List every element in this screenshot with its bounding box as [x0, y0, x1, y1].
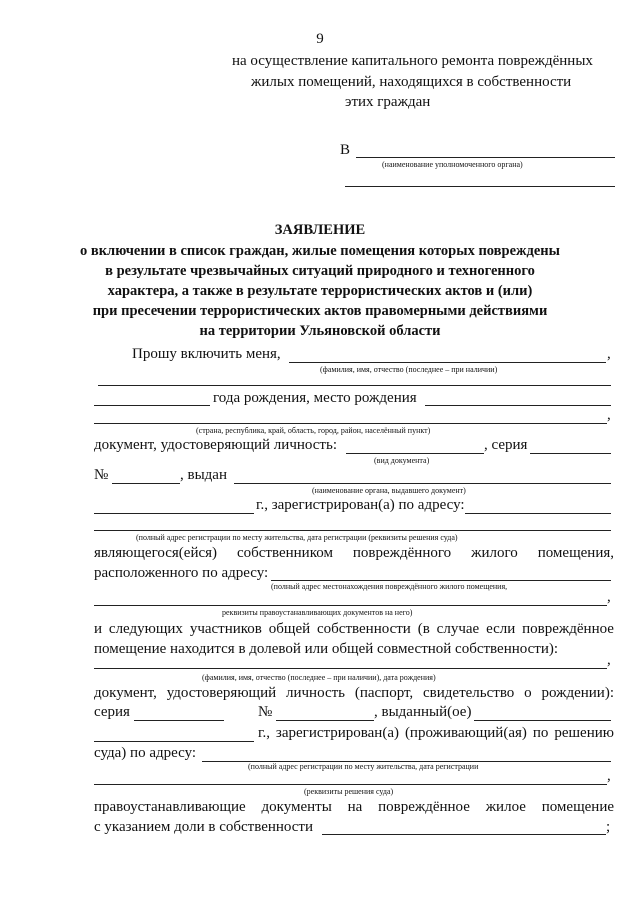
birth-label: года рождения, место рождения: [213, 390, 417, 406]
word: участников: [189, 621, 262, 637]
docs-hint: реквизиты правоустанавливающих документов на него): [222, 608, 413, 617]
word: рождении):: [541, 685, 614, 701]
word: если: [486, 621, 516, 637]
owner-line: [94, 545, 614, 562]
number-label: №: [94, 467, 109, 483]
issued-label: , выдан: [180, 467, 227, 483]
issuer-field[interactable]: [234, 483, 611, 484]
intro-line-1: на осуществление капитального ремонта повреждённых: [232, 53, 593, 69]
fio-field[interactable]: [289, 362, 606, 363]
word: свидетельство: [423, 685, 515, 701]
word: личность: [285, 685, 345, 701]
word: на: [347, 799, 363, 815]
reg-address-field-2[interactable]: [94, 530, 611, 531]
court-label: суда) по адресу:: [94, 745, 197, 761]
addressee-line-2[interactable]: [345, 186, 615, 187]
participants-line-2: помещение находится в долевой или общей совместной собственности):: [94, 641, 559, 657]
word: жилого: [471, 545, 518, 561]
word: удостоверяющий: [166, 685, 277, 701]
birth-place-field[interactable]: [425, 405, 611, 406]
addressee-line[interactable]: [356, 157, 615, 158]
intro-line-3: этих граждан: [345, 94, 431, 110]
number2-label: №: [258, 704, 273, 720]
subtitle-line-1: о включении в список граждан, жилые помещения которых повреждены: [80, 243, 560, 259]
word: следующих: [108, 621, 183, 637]
located-label: расположенного по адресу:: [94, 565, 269, 581]
doc2-line: [94, 685, 614, 702]
word: и: [94, 621, 103, 637]
fio-hint: (фамилия, имя, отчество (последнее – при наличии): [320, 365, 498, 374]
intro-line-2: жилых помещений, находящихся в собственности: [251, 74, 572, 90]
word: документы: [261, 799, 332, 815]
doc-number-field[interactable]: [112, 483, 180, 484]
comma: ,: [607, 768, 611, 784]
issue2-date-field[interactable]: [94, 741, 254, 742]
word: помещения,: [537, 545, 614, 561]
word: собственником: [236, 545, 333, 561]
share-field[interactable]: [322, 834, 606, 835]
number2-field[interactable]: [276, 720, 374, 721]
word: решению: [554, 725, 614, 741]
series2-label: серия: [94, 704, 130, 720]
word: (в: [417, 621, 430, 637]
location-field-2[interactable]: [94, 605, 607, 606]
word: помещение: [541, 799, 614, 815]
share-label: с указанием доли в собственности: [94, 819, 314, 835]
word: правоустанавливающие: [94, 799, 246, 815]
birth-place-field-2[interactable]: [94, 423, 607, 424]
word: документ,: [94, 685, 157, 701]
issued2-label: , выданный(ое): [374, 704, 472, 720]
semicolon: ;: [606, 819, 611, 835]
issue-date-field[interactable]: [94, 513, 254, 514]
reg-address-field[interactable]: [465, 513, 611, 514]
document-title: ЗАЯВЛЕНИЕ: [274, 222, 366, 238]
word: случае: [436, 621, 480, 637]
word: повреждённого: [352, 545, 452, 561]
word: повреждённое: [378, 799, 470, 815]
word: общей: [268, 621, 311, 637]
page-number: 9: [316, 31, 324, 47]
address2-field-2[interactable]: [94, 784, 607, 785]
request-label: Прошу включить меня,: [132, 346, 281, 362]
participants-line: [94, 621, 614, 638]
word: г.,: [258, 725, 270, 741]
word: о: [524, 685, 532, 701]
word: (паспорт,: [354, 685, 414, 701]
birth-year-field[interactable]: [94, 405, 210, 406]
doctype-hint: (вид документа): [374, 456, 430, 465]
series2-field[interactable]: [134, 720, 224, 721]
title-docs-line: [94, 799, 614, 816]
subtitle-line-2: в результате чрезвычайных ситуаций природного и техногенного: [105, 263, 535, 279]
registered2-line: [258, 725, 614, 742]
addressee-prefix: В: [340, 142, 351, 158]
reg2-hint: (полный адрес регистрации по месту жительства, дата регистрации: [248, 762, 479, 771]
subtitle-line-3: характера, а также в результате террористических актов и (или): [107, 283, 533, 299]
word: повреждённое: [522, 621, 614, 637]
issuer-hint: (наименование органа, выдавшего документ): [312, 486, 466, 495]
series-label: , серия: [484, 437, 528, 453]
location-hint: (полный адрес местонахождения повреждённого жилого помещения,: [271, 582, 508, 591]
word: жилое: [485, 799, 526, 815]
fio-field-2[interactable]: [98, 385, 611, 386]
comma: ,: [607, 589, 611, 605]
fio-birth-hint: (фамилия, имя, отчество (последнее – при наличии), дата рождения): [202, 673, 436, 682]
comma: ,: [607, 407, 611, 423]
place-hint: (страна, республика, край, область, город, район, населённый пункт): [196, 426, 431, 435]
location-field[interactable]: [271, 580, 611, 581]
word: зарегистрирован(а): [275, 725, 399, 741]
word: по: [532, 725, 549, 741]
doc-type-field[interactable]: [346, 453, 484, 454]
subtitle-line-4: при пресечении террористических актов правомерными действиями: [92, 303, 548, 319]
registered-label: г., зарегистрирован(а) по адресу:: [256, 497, 465, 513]
issuer2-field[interactable]: [474, 720, 611, 721]
comma: ,: [607, 346, 611, 362]
doc-series-field[interactable]: [530, 453, 611, 454]
word: являющегося(ейся): [94, 545, 218, 561]
addressee-hint: (наименование уполномоченного органа): [382, 160, 523, 169]
subtitle-line-5: на территории Ульяновской области: [199, 323, 441, 339]
participant-fio-field[interactable]: [94, 668, 607, 669]
doc-label: документ, удостоверяющий личность:: [94, 437, 337, 453]
court-hint: (реквизиты решения суда): [304, 787, 394, 796]
comma: ,: [607, 652, 611, 668]
reg-hint: (полный адрес регистрации по месту жительства, дата регистрации (реквизиты решения суда): [136, 533, 458, 542]
word: (проживающий(ая): [404, 725, 527, 741]
word: собственности: [317, 621, 411, 637]
